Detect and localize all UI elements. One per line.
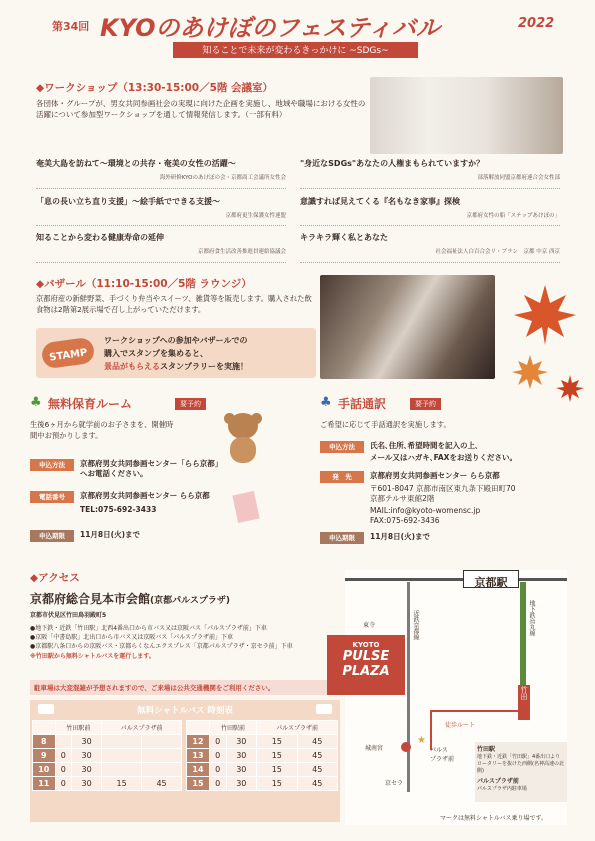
time-cell: 0: [55, 763, 71, 777]
station-name: 京都駅: [474, 576, 508, 589]
timetable: [30, 700, 340, 822]
hour-cell: 14: [187, 763, 210, 777]
apply-text-2: メール又はハガキ､FAXをお送りください。: [370, 453, 517, 462]
stamp-rest: スタンプラリーを実施！: [160, 362, 248, 371]
time-cell: 45: [297, 749, 337, 763]
time-cell: [102, 735, 142, 749]
workshop-item: [36, 196, 286, 219]
apply-text-1: 氏名､住所､希望時間を記入の上､: [370, 441, 479, 450]
workshop-item-title: 「息の長い立ち直り支援」～絵手紙でできる支援～: [36, 197, 220, 206]
time-cell: 0: [209, 735, 226, 749]
apply-text: 京都府男女共同参画センター「らら京都」へお電話ください。: [80, 459, 219, 478]
hour-cell: 15: [187, 777, 210, 791]
time-cell: 15: [102, 777, 142, 791]
stamp-text-line3: [104, 360, 248, 373]
timetable-header: [187, 721, 210, 735]
workshop-item-title: "身近なSDGs"あなたの人権まもられていますか？: [300, 159, 485, 168]
bazaar-title: ◆バザール（11:10-15:00／5階 ラウンジ）: [36, 278, 252, 290]
edition-label: 第34回: [52, 20, 90, 33]
star-icon: ★: [417, 735, 426, 746]
table-row: [187, 735, 338, 749]
send-label: 発 先: [320, 471, 364, 483]
divider: [300, 225, 560, 226]
stamp-label: STAMP: [48, 347, 89, 364]
sign-title: 手話通訳: [338, 397, 387, 411]
sign-badge: 要予約: [410, 398, 441, 410]
time-cell: 30: [72, 735, 102, 749]
time-cell: [142, 749, 182, 763]
station-box: [463, 570, 519, 588]
route-item: ●京都駅八条口からの京阪バス・京都らくなんエクスプレス「京都パルスプラザ・京セラ前」下車: [30, 643, 293, 650]
hour-cell: 10: [33, 763, 56, 777]
workshop-item-org: 海外研修KYOのあけぼの会・京都商工会議所女性会: [159, 175, 286, 181]
timetable-left: [32, 720, 182, 791]
timetable-title: 無料シャトルバス 時刻表: [137, 706, 233, 716]
venue-marker: [401, 742, 411, 752]
childcare-badge: 要予約: [175, 398, 206, 410]
walk-route: [430, 710, 520, 712]
page-title: KYOのあけぼのフェスティバル: [100, 14, 440, 42]
bus-icon: [316, 704, 332, 714]
divider: [36, 225, 286, 226]
bazaar-photo: [320, 275, 495, 379]
divider: [300, 188, 560, 189]
deadline-label: 申込期限: [320, 532, 364, 544]
rail-line: [345, 578, 567, 581]
workshop-item: [300, 158, 560, 181]
send-text-5: FAX:075-692-3436: [370, 516, 440, 525]
route-item: ●京阪「中書島駅」北出口から市バス又は京阪バス「パルスプラザ前」下車: [30, 634, 234, 641]
time-cell: 30: [72, 777, 102, 791]
phone-number: TEL:075-692-3433: [80, 505, 157, 514]
pulse-stop-title: パルスプラザ前: [477, 778, 519, 785]
time-cell: 15: [257, 749, 297, 763]
stamp-text-line1: ワークショップへの参加やバザールでの: [104, 336, 248, 345]
jonan-label: 城南宮: [365, 745, 384, 752]
time-cell: [142, 763, 182, 777]
pulse-front-label: パルス プラザ前: [430, 747, 455, 763]
timetable-header: [33, 721, 56, 735]
apply-label: 申込方法: [30, 459, 74, 471]
workshop-title: ◆ワークショップ（13:30-15:00／5階 会議室）: [36, 82, 274, 94]
time-cell: 45: [142, 777, 182, 791]
deadline: 11月8日(火)まで: [370, 532, 431, 541]
time-cell: 30: [226, 763, 257, 777]
workshop-item-org: 社会福祉法人白百合会リ・ブラン 京都 中京 西京: [435, 249, 560, 255]
walk-route: [430, 710, 432, 750]
workshop-item-org: 京都府女性の船「ステップあけぼの」: [466, 213, 560, 219]
send-text-1: 京都府男女共同参画センター らら京都: [370, 471, 500, 480]
time-cell: 45: [297, 763, 337, 777]
send-text-4: MAIL:info@kyoto-womensc.jp: [370, 506, 481, 515]
workshop-item: [300, 232, 560, 255]
table-row: [33, 763, 182, 777]
workshop-item-org: 京都府食生活改善推進員連絡協議会: [197, 249, 286, 255]
childcare-section: [30, 395, 290, 555]
time-cell: [102, 749, 142, 763]
time-cell: 30: [72, 763, 102, 777]
send-text-3: 京都テルサ東館2階: [370, 494, 435, 503]
workshop-item-title: 意識すれば見えてくる『名もなき家事』探検: [300, 197, 460, 206]
table-row: [187, 777, 338, 791]
divider: [36, 262, 286, 263]
bazaar-desc: 京都府産の新鮮野菜、手づくり弁当やスイーツ、雑貨等を販売します。購入された飲食物は2階第2展示場で召し上がっていただけます。: [36, 294, 312, 314]
workshop-item: [300, 196, 560, 219]
hour-cell: 12: [187, 735, 210, 749]
timetable-header: 竹田駅前: [209, 721, 256, 735]
workshop-item: [36, 158, 286, 181]
phone-label: 電話番号: [30, 491, 74, 503]
header: [40, 6, 555, 40]
time-cell: [142, 735, 182, 749]
bus-icon: [38, 704, 54, 714]
subway-label: 地下鉄烏丸線: [528, 600, 535, 636]
kyocera-label: 京セラ: [385, 780, 404, 787]
apply-label: 申込方法: [320, 441, 364, 453]
logo-plaza: PLAZA: [342, 664, 390, 679]
hour-cell: 9: [33, 749, 56, 763]
takeda-stop-note: 地下鉄・近鉄「竹田駅」4番出口よりロータリーを抜けた西側(名神高速の北側): [477, 754, 564, 774]
time-cell: [102, 763, 142, 777]
table-row: [33, 735, 182, 749]
time-cell: 0: [55, 777, 71, 791]
clover-icon: ♣: [320, 395, 332, 410]
divider: [36, 188, 286, 189]
time-cell: 15: [257, 763, 297, 777]
venue-sub: (京都パルスプラザ): [150, 596, 230, 606]
pulse-plaza-logo: [327, 635, 405, 695]
hour-cell: 13: [187, 749, 210, 763]
kintetsu-label: 近鉄京都線: [412, 610, 419, 640]
time-cell: 15: [257, 735, 297, 749]
workshop-item-org: 京都府更生保護女性連盟: [225, 213, 286, 219]
workshop-item: [36, 232, 286, 255]
clover-icon: ♣: [30, 395, 42, 410]
east-label: 東寺: [363, 622, 376, 629]
logo-kyoto: KYOTO: [352, 641, 380, 649]
venue-main: 京都府総合見本市会館: [30, 592, 151, 606]
shuttle-stop-info: [475, 742, 567, 802]
stamp-highlight: 景品がもらえる: [104, 362, 160, 371]
phone-org: 京都府男女共同参画センター らら京都: [80, 491, 210, 500]
time-cell: 30: [72, 749, 102, 763]
walk-route-label: 徒歩ルート: [445, 722, 476, 729]
subtitle: 知ることで未来が変わるきっかけに ~SDGs~: [202, 46, 389, 56]
workshop-item-org: 部落解放同盟京都府連合会女性部: [477, 175, 560, 181]
teddy-bear-icon: [220, 413, 266, 465]
stamp-box: [36, 328, 316, 378]
route-item: ●地下鉄・近鉄「竹田駅」北西4番出口から市バス又は京阪バス「パルスプラザ前」下車: [30, 625, 267, 632]
shuttle-note: ※竹田駅から無料シャトルバスを運行します。: [30, 653, 155, 660]
time-cell: 30: [226, 735, 257, 749]
venue-address: 京都市伏見区竹田鳥羽殿町5: [30, 612, 107, 619]
time-cell: 45: [297, 735, 337, 749]
deadline: 11月8日(火)まで: [80, 530, 141, 539]
maple-leaf-icon: [500, 265, 590, 415]
divider: [300, 262, 560, 263]
table-row: [33, 777, 182, 791]
time-cell: 0: [209, 763, 226, 777]
route-list: [30, 624, 340, 663]
time-cell: 0: [55, 749, 71, 763]
time-cell: 30: [226, 777, 257, 791]
workshop-item-title: キラキラ輝く私とあなた: [300, 233, 388, 242]
time-cell: 15: [257, 777, 297, 791]
hour-cell: 11: [33, 777, 56, 791]
venue-name: [30, 590, 230, 607]
takeda-station: [518, 685, 530, 720]
table-row: [187, 763, 338, 777]
stamp-text-line2: 購入でスタンプを集めると、: [104, 349, 208, 358]
timetable-right: [186, 720, 338, 791]
year-label: 2022: [518, 16, 555, 31]
time-cell: [55, 735, 71, 749]
workshop-item-title: 知ることから変わる健康寿命の延伸: [36, 233, 164, 242]
time-cell: 0: [209, 777, 226, 791]
map-legend: マークは無料シャトルバス乗り場です。: [440, 815, 547, 822]
workshop-desc: 各団体・グループが、男女共同参画社会の実現に向けた企画を実施し、地域や職場における女性の活躍について参加型ワークショップを通して情報発信します。（一部有料）: [36, 99, 366, 119]
sign-desc: ご希望に応じて手話通訳を実施します。: [320, 420, 451, 429]
childcare-title: 無料保育ルーム: [48, 397, 133, 411]
childcare-desc: 生後6ヶ月から就学前のお子さまを、開催時間中お預かりします。: [30, 420, 174, 440]
kintetsu-line: [407, 582, 410, 792]
access-map: [342, 570, 567, 825]
time-cell: 0: [209, 749, 226, 763]
timetable-header: パルスプラザ前: [102, 721, 182, 735]
sign-section: [320, 395, 570, 555]
deadline-label: 申込期限: [30, 530, 74, 542]
time-cell: 30: [226, 749, 257, 763]
time-cell: 45: [297, 777, 337, 791]
access-title: ◆アクセス: [30, 572, 80, 584]
timetable-header: 竹田駅前: [55, 721, 102, 735]
table-row: [187, 749, 338, 763]
send-text-2: 〒601-8047 京都市南区東九条下殿田町70: [370, 484, 516, 493]
takeda-stop-title: 竹田駅: [477, 746, 496, 753]
stamp-badge: [40, 337, 95, 370]
workshop-item-title: 奄美大島を訪ねて～環境との共存・奄美の女性の活躍～: [36, 159, 236, 168]
table-row: [33, 749, 182, 763]
hour-cell: 8: [33, 735, 56, 749]
workshop-photo: [370, 77, 563, 154]
takeda-label: 竹田: [520, 686, 528, 700]
logo-pulse: PULSE: [342, 649, 390, 664]
subtitle-bar: [173, 42, 418, 58]
pulse-stop-note: パルスプラザ内駐車場: [477, 786, 527, 792]
parking-note: 駐車場は大変混雑が予想されますので、ご来場は公共交通機関をご利用ください。: [30, 680, 340, 695]
timetable-header: パルスプラザ前: [257, 721, 338, 735]
stamp-text: [104, 334, 248, 373]
